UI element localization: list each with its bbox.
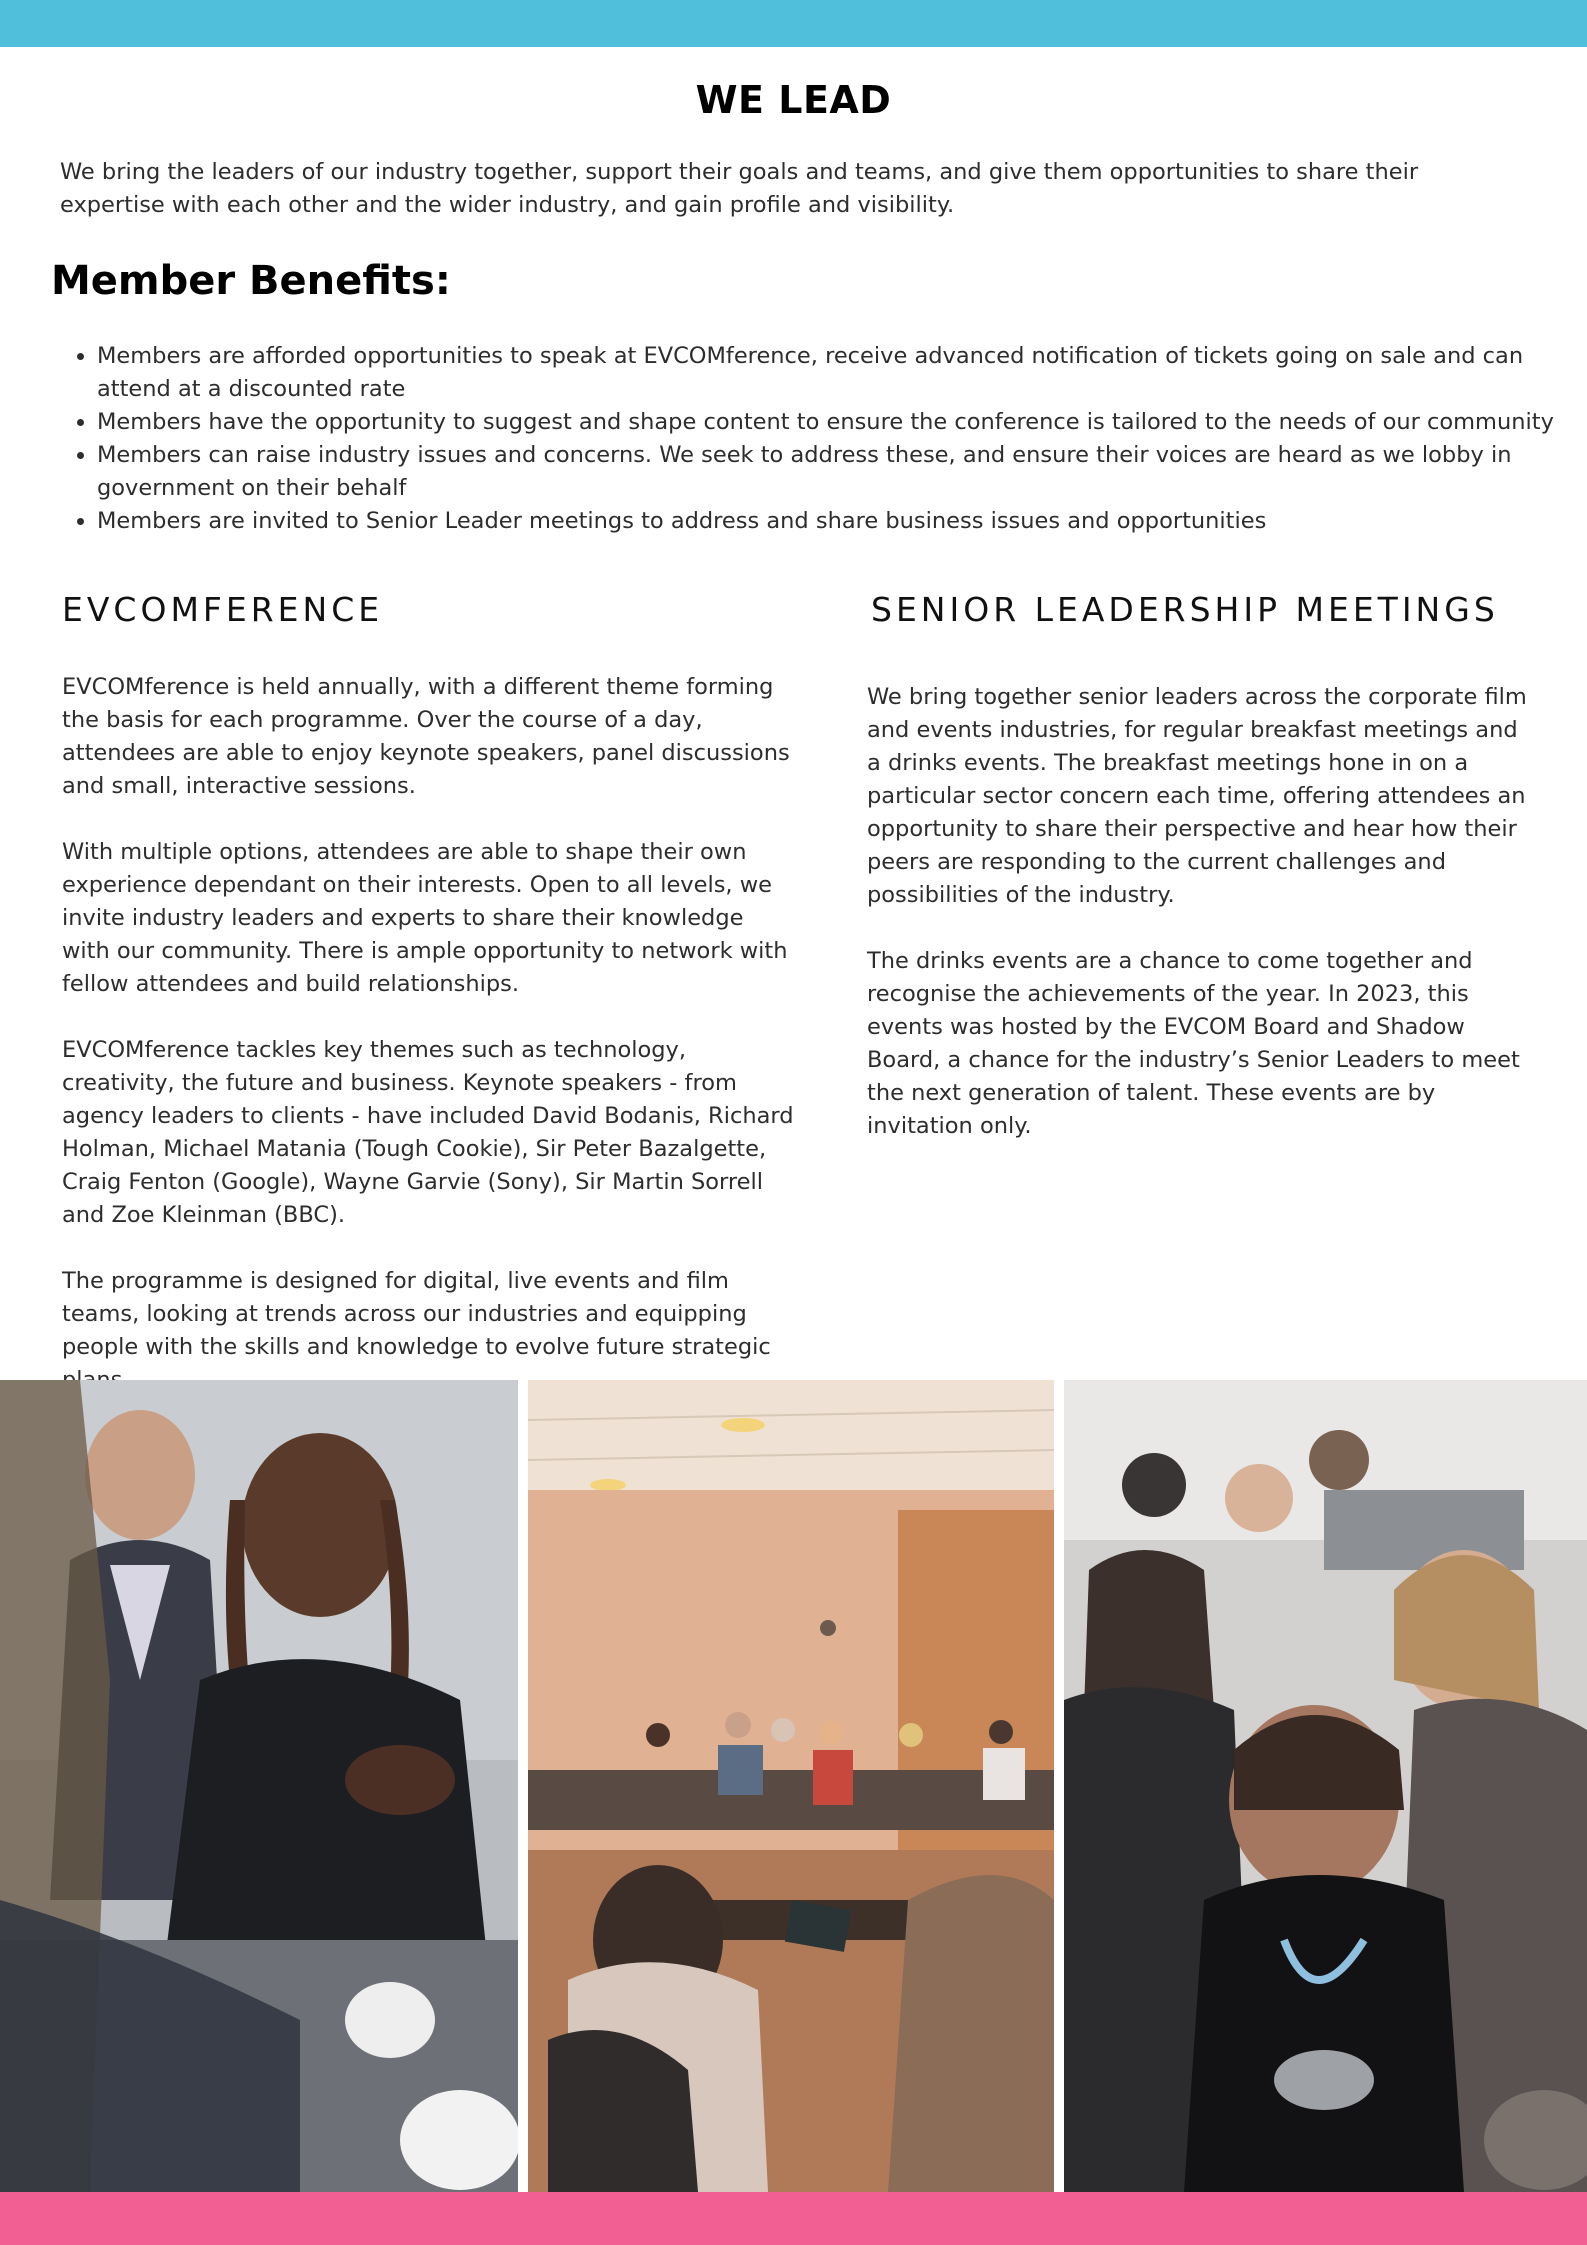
senior-leadership-paragraph: The drinks events are a chance to come together and recognise the achievements of the year. In 2023, this events was hosted by the EVCOM Board and Shadow Board, a chance for the industry’s Senior Leaders to meet the next generation of talent. These events are by invitation only. [867, 948, 1520, 1139]
page-title: WE LEAD [695, 78, 892, 122]
senior-leadership-heading: SENIOR LEADERSHIP MEETINGS [871, 590, 1499, 629]
benefits-list [62, 340, 1577, 538]
benefit-item: • Members are afforded opportunities to speak at EVCOMference, receive advanced notification of tickets going on sale and can attend at a discounted rate [97, 340, 1577, 406]
senior-leadership-paragraph: We bring together senior leaders across the corporate film and events industries, for regular breakfast meetings and a drinks events. The breakfast meetings hone in on a particular sector concern each time, offering attendees an opportunity to share their perspective and hear how their peers are responding to the current challenges and possibilities of the industry. [867, 684, 1527, 908]
event-photo-audience-microphone [1064, 1380, 1587, 2192]
intro-paragraph: We bring the leaders of our industry together, support their goals and teams, and give them opportunities to share their expertise with each other and the wider industry, and gain profile and visibility. [60, 159, 1419, 218]
evcomference-paragraph: With multiple options, attendees are able to shape their own experience dependant on their interests. Open to all levels, we invite industry leaders and experts to share their knowledge with our community. There is ample opportunity to network with fellow attendees and build relationships. [62, 839, 788, 997]
top-color-band [0, 0, 1587, 47]
benefits-heading: Member Benefits: [51, 258, 451, 304]
event-photo-conference-room [528, 1380, 1054, 2192]
benefit-item: • Members have the opportunity to suggest and shape content to ensure the conference is tailored to the needs of our community [97, 406, 1577, 439]
senior-leadership-body [867, 681, 1537, 1176]
bottom-color-band [0, 2192, 1587, 2245]
evcomference-paragraph: The programme is designed for digital, live events and film teams, looking at trends across our industries and equipping people with the skills and knowledge to evolve future strategic [62, 1268, 771, 1360]
evcomference-heading: EVCOMFERENCE [62, 590, 384, 629]
event-photo-attendee-smiling [0, 1380, 518, 2192]
benefit-item: • Members are invited to Senior Leader meetings to address and share business issues and opportunities [97, 505, 1577, 538]
evcomference-paragraph: EVCOMference is held annually, with a different theme forming the basis for each programme. Over the course of a day, attendees are able to enjoy keynote speakers, panel discussions and small, interactive sessions. [62, 674, 790, 799]
benefit-item: • Members can raise industry issues and concerns. We seek to address these, and ensure their voices are heard as we lobby in government on their behalf [97, 439, 1577, 505]
evcomference-body [62, 671, 797, 1430]
evcomference-paragraph: EVCOMference tackles key themes such as technology, creativity, the future and business. Keynote speakers - from agency leaders to clients - have included David Bodanis, Richard Holman, Michael Matania (Tough Cookie), Sir Peter Bazalgette, Craig Fenton (Google), Wayne Garvie (Sony), Sir Martin Sorrell and Zoe Kleinman (BBC). [62, 1037, 794, 1228]
